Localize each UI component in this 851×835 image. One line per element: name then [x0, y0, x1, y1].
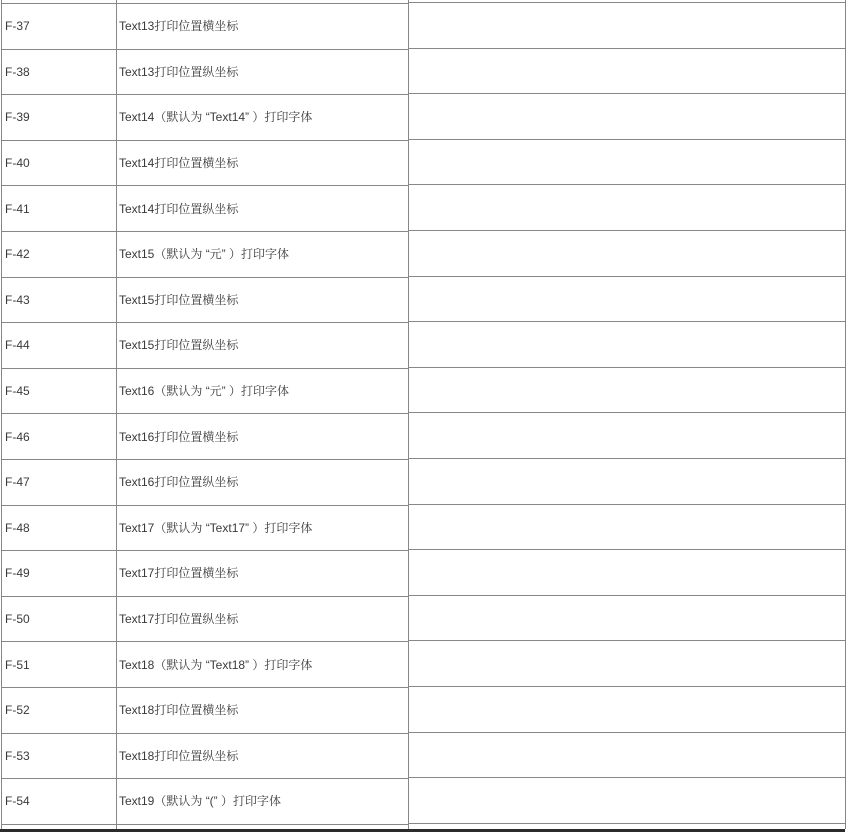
- notes-cell: [409, 550, 846, 596]
- table-row: [2, 414, 410, 460]
- row-id-cell: F-44: [2, 323, 117, 369]
- notes-row: [409, 94, 846, 140]
- notes-cell: [409, 413, 846, 459]
- notes-cell: [409, 3, 846, 49]
- table-row: [2, 49, 410, 95]
- row-id-cell: F-47: [2, 459, 117, 505]
- row-id-cell: F-48: [2, 505, 117, 551]
- row-id-cell: F-41: [2, 186, 117, 232]
- row-id-cell: F-52: [2, 687, 117, 733]
- row-desc-cell: Text17打印位置横坐标: [117, 551, 410, 597]
- notes-cell: [409, 732, 846, 778]
- table-row: [2, 733, 410, 779]
- notes-cell: [409, 48, 846, 94]
- row-id-cell: F-38: [2, 49, 117, 95]
- notes-cell: [409, 230, 846, 276]
- notes-row: [409, 595, 846, 641]
- table-row: [2, 505, 410, 551]
- table-row: [2, 368, 410, 414]
- table-row: [2, 231, 410, 277]
- row-desc-cell: Text16（默认为 “元” ）打印字体: [117, 368, 410, 414]
- row-desc-cell: Text18打印位置横坐标: [117, 687, 410, 733]
- table-row: [2, 642, 410, 688]
- notes-cell: [409, 94, 846, 140]
- notes-cell: [409, 504, 846, 550]
- row-id-cell: F-46: [2, 414, 117, 460]
- row-id-cell: F-50: [2, 596, 117, 642]
- row-desc-cell: Text16打印位置纵坐标: [117, 459, 410, 505]
- notes-row: [409, 230, 846, 276]
- table-row: [2, 596, 410, 642]
- notes-row: [409, 367, 846, 413]
- table-row: [2, 95, 410, 141]
- viewport-bottom-edge: [0, 829, 845, 832]
- table-row: [2, 186, 410, 232]
- notes-row: [409, 504, 846, 550]
- row-id-cell: F-45: [2, 368, 117, 414]
- row-desc-cell: Text19（默认为 “(” ）打印字体: [117, 779, 410, 825]
- row-desc-cell: Text17（默认为 “Text17” ）打印字体: [117, 505, 410, 551]
- notes-row: [409, 641, 846, 687]
- table-row: [2, 459, 410, 505]
- row-id-cell: F-42: [2, 231, 117, 277]
- notes-cell: [409, 276, 846, 322]
- row-desc-cell: Text15（默认为 “元” ）打印字体: [117, 231, 410, 277]
- notes-cell: [409, 367, 846, 413]
- table-row: [2, 140, 410, 186]
- row-desc-cell: Text13打印位置横坐标: [117, 4, 410, 50]
- notes-cell: [409, 595, 846, 641]
- notes-row: [409, 778, 846, 824]
- row-id-cell: F-39: [2, 95, 117, 141]
- notes-row: [409, 413, 846, 459]
- row-id-cell: F-49: [2, 551, 117, 597]
- row-desc-cell: Text14打印位置横坐标: [117, 140, 410, 186]
- table-row: [2, 687, 410, 733]
- row-desc-cell: Text14打印位置纵坐标: [117, 186, 410, 232]
- row-desc-cell: Text14（默认为 “Text14” ）打印字体: [117, 95, 410, 141]
- row-desc-cell: Text18打印位置纵坐标: [117, 733, 410, 779]
- table-row: [2, 4, 410, 50]
- notes-row: [409, 139, 846, 185]
- notes-table: [408, 0, 846, 829]
- notes-cell: [409, 139, 846, 185]
- table-row: [2, 277, 410, 323]
- notes-row: [409, 185, 846, 231]
- notes-row: [409, 686, 846, 732]
- row-id-cell: F-54: [2, 779, 117, 825]
- notes-row: [409, 276, 846, 322]
- row-desc-cell: Text15打印位置横坐标: [117, 277, 410, 323]
- spec-rows-body: [2, 4, 410, 825]
- row-id-cell: F-37: [2, 4, 117, 50]
- notes-rows-body: [409, 0, 846, 829]
- table-row: [2, 323, 410, 369]
- notes-cell: [409, 778, 846, 824]
- row-desc-cell: Text15打印位置纵坐标: [117, 323, 410, 369]
- row-id-cell: F-53: [2, 733, 117, 779]
- notes-row: [409, 322, 846, 368]
- notes-cell: [409, 641, 846, 687]
- notes-cell: [409, 686, 846, 732]
- notes-row: [409, 732, 846, 778]
- spec-table: [1, 0, 410, 829]
- notes-cell: [409, 185, 846, 231]
- row-desc-cell: Text13打印位置纵坐标: [117, 49, 410, 95]
- notes-row: [409, 458, 846, 504]
- row-desc-cell: Text17打印位置纵坐标: [117, 596, 410, 642]
- row-desc-cell: Text16打印位置横坐标: [117, 414, 410, 460]
- row-id-cell: F-43: [2, 277, 117, 323]
- row-desc-cell: Text18（默认为 “Text18” ）打印字体: [117, 642, 410, 688]
- table-row: [2, 779, 410, 825]
- row-id-cell: F-51: [2, 642, 117, 688]
- notes-cell: [409, 322, 846, 368]
- notes-cell: [409, 458, 846, 504]
- table-row: [2, 551, 410, 597]
- row-id-cell: F-40: [2, 140, 117, 186]
- notes-row: [409, 550, 846, 596]
- notes-row: [409, 3, 846, 49]
- notes-row: [409, 48, 846, 94]
